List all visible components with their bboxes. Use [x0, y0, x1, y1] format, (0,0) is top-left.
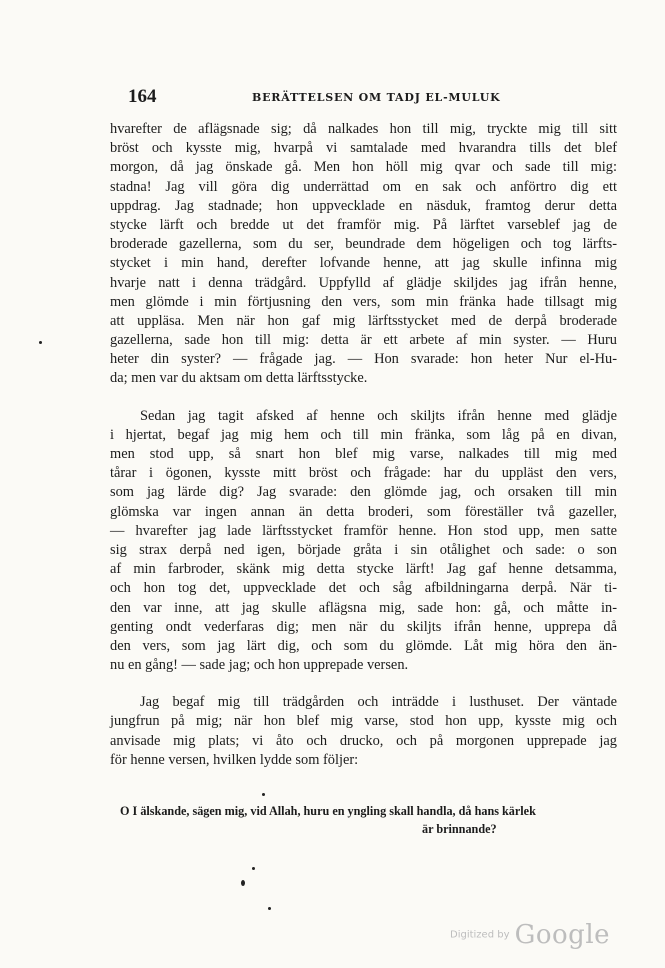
text-line: af min farbroder, skänk mig detta stycke lärft! Jag gaf henne detsamma, [110, 561, 617, 578]
ink-speck [39, 341, 42, 344]
page-number: 164 [128, 86, 157, 107]
text-line: stadna! Jag vill göra dig underrättad om en sak och anförtro dig ett [110, 178, 617, 195]
body-text [110, 120, 617, 770]
text-line: för henne versen, hvilken lydde som följer: [110, 751, 359, 768]
text-line: Sedan jag tagit afsked af henne och skiljts ifrån henne med glädje [140, 407, 617, 424]
text-line: hvarefter de aflägsnade sig; då nalkades hon till mig, tryckte mig till sitt [110, 121, 617, 137]
text-line: hvarje natt i denna trädgård. Uppfylld af glädje skiljdes jag ifrån henne, [110, 274, 617, 291]
watermark-prefix: Digitized by [450, 929, 510, 941]
text-line: — hvarefter jag lade lärftsstycket framför henne. Hon stod upp, men satte [110, 522, 617, 539]
text-line: den vers, som jag lärt dig, och som du glömde. Låt mig höra den än- [110, 637, 617, 654]
verse-block [120, 804, 620, 837]
digitized-watermark [450, 920, 610, 950]
text-line: men glömde i min förtjusning den vers, som min fränka hade tillsagt mig [110, 293, 617, 310]
text-line: som jag lärde dig? Jag svarade: den glömde jag, och orsaken till min [110, 484, 617, 501]
text-line: den var inne, att jag skulle aflägsna mig, sade hon: gå, och måtte in- [110, 599, 617, 616]
text-line: jungfrun på mig; när hon blef mig varse, stod hon upp, kysste mig och [110, 713, 617, 730]
text-line: tårar i ögonen, kysste mitt bröst och frågade: har du uppläst den vers, [110, 465, 617, 482]
ink-speck [268, 907, 271, 910]
paragraph-gap [110, 389, 617, 407]
text-line: uppdrag. Jag stadnade; hon uppvecklade en näsduk, framtog derur detta [110, 197, 617, 214]
text-line: broderade gazellerna, som du ser, beundrade dem högeligen och tog lärfts- [110, 236, 617, 253]
text-line: sig strax derpå ned igen, började gråta i sin otålighet och sade: o son [110, 541, 617, 558]
text-line: stycke lärft och bredde ut det framför mig. På lärftet varseblef jag de [110, 216, 617, 233]
ink-speck [241, 880, 245, 886]
text-line: morgon, då jag önskade gå. Men hon höll mig qvar och sade till mig: [110, 159, 617, 176]
text-line: heter din syster? — frågade jag. — Hon svarade: hon heter Nur el-Hu- [110, 351, 617, 368]
verse-line-1: O I älskande, sägen mig, vid Allah, huru en yngling skall handla, då hans kärlek [120, 804, 536, 818]
verse-line-2: är brinnande? [422, 822, 497, 836]
text-line: glömska var ingen annan än detta broderi, som föreställer två gazeller, [110, 503, 617, 520]
text-line: att uppläsa. Men när hon gaf mig lärftsstycket med de derpå broderade [110, 312, 617, 329]
ink-speck [262, 793, 265, 796]
paragraph [110, 693, 617, 770]
text-line: anvisade mig plats; vi åto och drucko, och på morgonen upprepade jag [110, 732, 617, 749]
text-line: genting ondt vederfaras dig; men när du skiljts ifrån henne, upprepa då [110, 618, 617, 635]
running-title: BERÄTTELSEN OM TADJ EL-MULUK [252, 91, 501, 104]
text-line: stycket i min hand, derefter lofvande henne, att jag skulle infinna mig [110, 255, 617, 272]
text-line: nu en gång! — sade jag; och hon upprepade versen. [110, 657, 409, 674]
text-line: Jag begaf mig till trädgården och inträdde i lusthuset. Der väntade [140, 694, 617, 711]
text-line: men stod upp, så snart hon blef mig varse, nalkades till mig med [110, 446, 617, 462]
paragraph-gap [110, 675, 617, 693]
text-line: och hon tog det, uppvecklade det och såg afbildningarna derpå. När ti- [110, 580, 617, 597]
google-logo: Google [514, 920, 611, 950]
text-line: i hjertat, begaf jag mig hem och till min fränka, som låg på en divan, [110, 426, 617, 443]
text-line: da; men var du aktsam om detta lärftsstycke. [110, 370, 368, 387]
paragraph [110, 407, 617, 676]
text-line: bröst och kysste mig, hvarpå vi samtalade med hvarandra tills det blef [110, 140, 617, 157]
paragraph [110, 120, 617, 389]
ink-speck [252, 867, 255, 870]
text-line: gazellerna, sade hon till mig: detta är ett arbete af min syster. — Huru [110, 332, 617, 349]
page-header [112, 86, 612, 110]
